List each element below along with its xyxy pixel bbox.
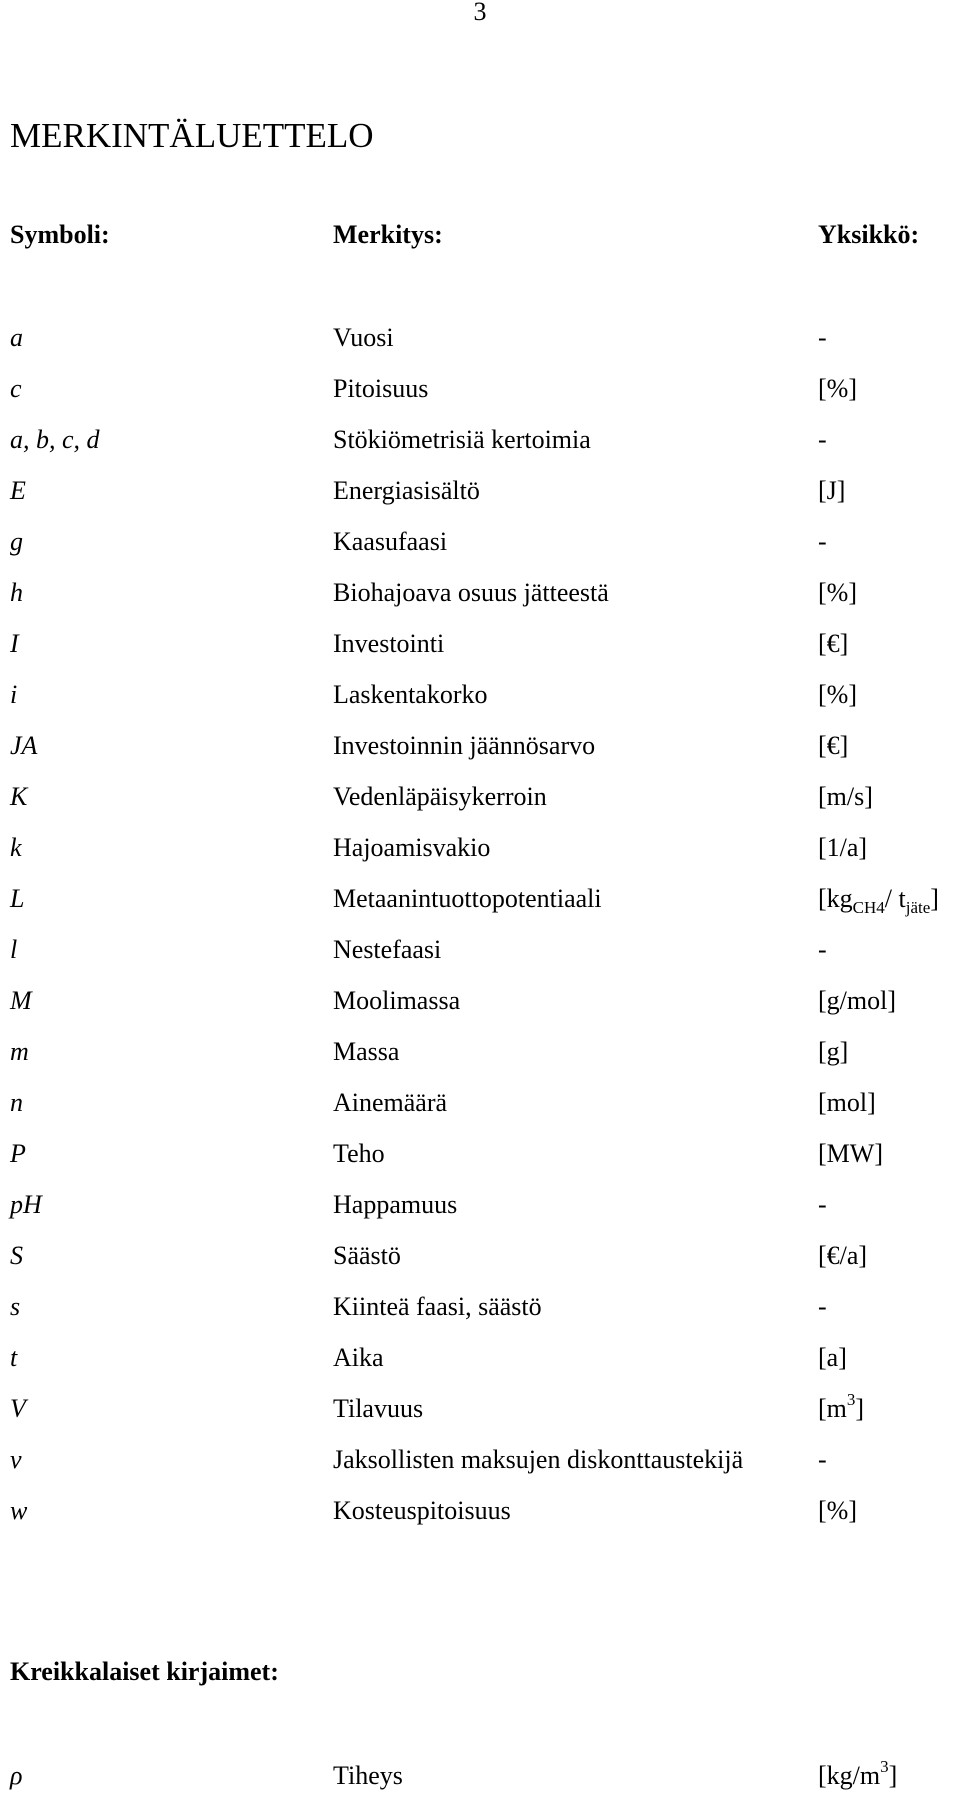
meaning-cell: Happamuus — [333, 1190, 458, 1219]
unit-cell: [%] — [818, 680, 857, 709]
table-row — [0, 626, 960, 677]
unit-cell: - — [818, 527, 827, 556]
unit-cell: [%] — [818, 1496, 857, 1525]
unit-cell: [€] — [818, 629, 849, 658]
table-row — [0, 728, 960, 779]
table-row — [0, 1391, 960, 1442]
symbol-cell: P — [10, 1139, 26, 1168]
page-number: 3 — [473, 0, 487, 26]
table-row — [0, 1238, 960, 1289]
table-row — [0, 1340, 960, 1391]
table-row — [0, 524, 960, 575]
unit-cell: $[m^3]$ — [818, 1390, 865, 1423]
table-row — [0, 371, 960, 422]
symbol-cell: M — [10, 986, 32, 1015]
symbol-cell: I — [10, 629, 19, 658]
symbol-cell: c — [10, 374, 22, 403]
symbol-cell: h — [10, 578, 23, 607]
symbol-cell: n — [10, 1088, 23, 1117]
symbol-cell: g — [10, 527, 23, 556]
unit-cell: [a] — [818, 1343, 847, 1372]
table-row — [0, 1758, 960, 1809]
unit-cell: - — [818, 1445, 827, 1474]
symbol-cell: w — [10, 1496, 28, 1525]
symbol-cell: i — [10, 680, 18, 709]
unit-cell: [1/a] — [818, 833, 868, 862]
symbol-cell: m — [10, 1037, 29, 1066]
unit-cell: [%] — [818, 374, 857, 403]
header-symbol: Symboli: — [10, 220, 110, 249]
unit-cell: [m/s] — [818, 782, 873, 811]
unit-cell: [mol] — [818, 1088, 876, 1117]
unit-cell: [g] — [818, 1037, 849, 1066]
meaning-cell: Tilavuus — [333, 1394, 424, 1423]
table-row — [0, 575, 960, 626]
meaning-cell: Nestefaasi — [333, 935, 442, 964]
table-row — [0, 830, 960, 881]
symbol-cell: a — [10, 323, 23, 352]
table-row — [0, 932, 960, 983]
unit-cell: [MW] — [818, 1139, 883, 1168]
table-row — [0, 473, 960, 524]
unit-cell: [%] — [818, 578, 857, 607]
page-title: MERKINTÄLUETTELO — [10, 116, 374, 155]
table-row — [0, 1442, 960, 1493]
symbol-cell: v — [10, 1445, 22, 1474]
symbol-cell: s — [10, 1292, 21, 1321]
meaning-cell: Teho — [333, 1139, 385, 1168]
symbol-cell: K — [10, 782, 28, 811]
unit-cell: [€] — [818, 731, 849, 760]
greek-letters-heading: Kreikkalaiset kirjaimet: — [10, 1657, 279, 1686]
meaning-cell: Laskentakorko — [333, 680, 488, 709]
header-unit: Yksikkö: — [818, 220, 920, 249]
unit-cell: $[kg/m^3]$ — [818, 1757, 898, 1790]
meaning-cell: Säästö — [333, 1241, 401, 1270]
symbol-cell: E — [10, 476, 26, 505]
unit-cell: - — [818, 935, 827, 964]
unit-cell: - — [818, 425, 827, 454]
meaning-cell: Jaksollisten maksujen diskonttaustekijä — [333, 1445, 744, 1474]
table-row — [0, 881, 960, 932]
table-row — [0, 983, 960, 1034]
symbol-cell: ρ — [10, 1761, 23, 1790]
symbol-cell: k — [10, 833, 22, 862]
table-row — [0, 677, 960, 728]
meaning-cell: Vedenläpäisykerroin — [333, 782, 547, 811]
symbol-cell: pH — [10, 1190, 42, 1219]
symbol-cell: a, b, c, d — [10, 425, 100, 454]
table-row — [0, 1289, 960, 1340]
meaning-cell: Moolimassa — [333, 986, 461, 1015]
meaning-cell: Kosteuspitoisuus — [333, 1496, 511, 1525]
table-row — [0, 779, 960, 830]
meaning-cell: Aika — [333, 1343, 384, 1372]
meaning-cell: Pitoisuus — [333, 374, 429, 403]
unit-cell: [$kg_{CH4}/$ $t_{jäte}$] — [818, 884, 939, 917]
meaning-cell: Stökiömetrisiä kertoimia — [333, 425, 591, 454]
symbol-cell: L — [10, 884, 25, 913]
meaning-cell: Massa — [333, 1037, 400, 1066]
unit-cell: [g/mol] — [818, 986, 896, 1015]
unit-cell: - — [818, 323, 827, 352]
symbol-cell: l — [10, 935, 18, 964]
meaning-cell: Ainemäärä — [333, 1088, 448, 1117]
meaning-cell: Tiheys — [333, 1761, 403, 1790]
table-row — [0, 1187, 960, 1238]
unit-cell: [J] — [818, 476, 846, 505]
symbol-cell: S — [10, 1241, 23, 1270]
meaning-cell: Kaasufaasi — [333, 527, 448, 556]
meaning-cell: Energiasisältö — [333, 476, 480, 505]
unit-cell: - — [818, 1292, 827, 1321]
symbol-cell: t — [10, 1343, 18, 1372]
meaning-cell: Metaanintuottopotentiaali — [333, 884, 602, 913]
header-meaning: Merkitys: — [333, 220, 443, 249]
meaning-cell: Kiinteä faasi, säästö — [333, 1292, 542, 1321]
table-row — [0, 1493, 960, 1544]
unit-cell: - — [818, 1190, 827, 1219]
table-row — [0, 1034, 960, 1085]
table-row — [0, 1136, 960, 1187]
symbol-cell: V — [10, 1394, 26, 1423]
meaning-cell: Vuosi — [333, 323, 394, 352]
symbol-cell: JA — [10, 731, 38, 760]
table-row — [0, 320, 960, 371]
meaning-cell: Investoinnin jäännösarvo — [333, 731, 596, 760]
table-row — [0, 422, 960, 473]
meaning-cell: Hajoamisvakio — [333, 833, 491, 862]
meaning-cell: Investointi — [333, 629, 445, 658]
table-row — [0, 1085, 960, 1136]
meaning-cell: Biohajoava osuus jätteestä — [333, 578, 609, 607]
unit-cell: [€/a] — [818, 1241, 868, 1270]
